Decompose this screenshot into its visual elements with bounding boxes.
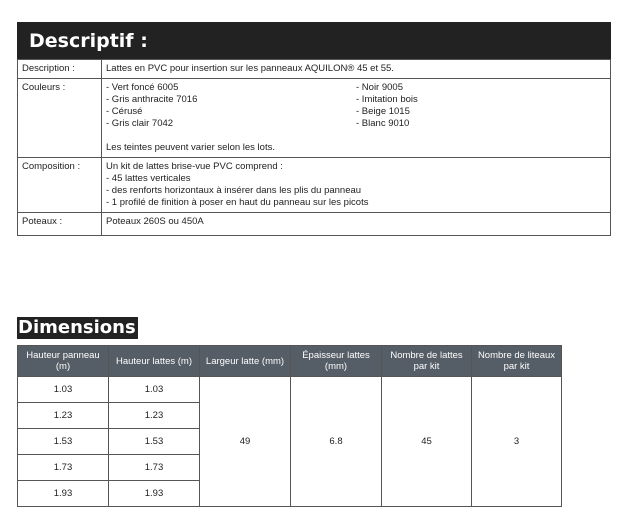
color-item: - Imitation bois (356, 94, 418, 105)
header-nombre-lattes: Nombre de lattes par kit (382, 346, 472, 377)
dimensions-title: Dimensions (18, 317, 136, 338)
color-item: - Noir 9005 (356, 82, 403, 93)
cell-largeur-latte: 49 (200, 377, 291, 507)
color-item: - Cérusé (106, 106, 143, 117)
header-epaisseur-lattes: Épaisseur lattes (mm) (291, 346, 382, 377)
color-item: - Blanc 9010 (356, 118, 410, 129)
colors-right-list (356, 82, 606, 130)
colors-left-list (106, 82, 356, 130)
composition-line: - 1 profilé de finition à poser en haut du panneau sur les picots (106, 197, 369, 208)
value-poteaux: Poteaux 260S ou 450A (102, 213, 611, 236)
label-description: Description : (18, 60, 102, 79)
row-description (18, 60, 611, 79)
descriptif-section (17, 22, 611, 236)
value-couleurs (102, 79, 611, 158)
cell-epaisseur-lattes: 6.8 (291, 377, 382, 507)
composition-line: - des renforts horizontaux à insérer dans les plis du panneau (106, 185, 362, 196)
header-hauteur-lattes: Hauteur lattes (m) (109, 346, 200, 377)
colors-note: Les teintes peuvent varier selon les lots. (106, 142, 275, 153)
cell-hauteur-lattes: 1.73 (109, 455, 200, 481)
label-composition: Composition : (18, 158, 102, 213)
dimensions-header-row (18, 346, 562, 377)
value-composition (102, 158, 611, 213)
cell-nombre-liteaux: 3 (472, 377, 562, 507)
row-composition (18, 158, 611, 213)
composition-line: - 45 lattes verticales (106, 173, 191, 184)
label-couleurs: Couleurs : (18, 79, 102, 158)
cell-hauteur-panneau: 1.73 (18, 455, 109, 481)
cell-hauteur-lattes: 1.93 (109, 481, 200, 507)
cell-hauteur-lattes: 1.53 (109, 429, 200, 455)
table-row (18, 377, 562, 403)
row-couleurs (18, 79, 611, 158)
header-nombre-liteaux: Nombre de liteaux par kit (472, 346, 562, 377)
descriptif-table (17, 59, 611, 236)
cell-hauteur-panneau: 1.23 (18, 403, 109, 429)
composition-line: Un kit de lattes brise-vue PVC comprend : (106, 161, 283, 172)
label-poteaux: Poteaux : (18, 213, 102, 236)
cell-hauteur-panneau: 1.93 (18, 481, 109, 507)
descriptif-title: Descriptif : (17, 22, 611, 59)
row-poteaux (18, 213, 611, 236)
cell-hauteur-panneau: 1.53 (18, 429, 109, 455)
header-hauteur-panneau: Hauteur panneau (m) (18, 346, 109, 377)
color-item: - Beige 1015 (356, 106, 410, 117)
cell-hauteur-panneau: 1.03 (18, 377, 109, 403)
dimensions-table (17, 345, 562, 507)
header-largeur-latte: Largeur latte (mm) (200, 346, 291, 377)
cell-hauteur-lattes: 1.03 (109, 377, 200, 403)
cell-nombre-lattes: 45 (382, 377, 472, 507)
color-item: - Gris clair 7042 (106, 118, 174, 129)
value-description: Lattes en PVC pour insertion sur les panneaux AQUILON® 45 et 55. (102, 60, 611, 79)
color-item: - Vert foncé 6005 (106, 82, 179, 93)
color-item: - Gris anthracite 7016 (106, 94, 198, 105)
cell-hauteur-lattes: 1.23 (109, 403, 200, 429)
